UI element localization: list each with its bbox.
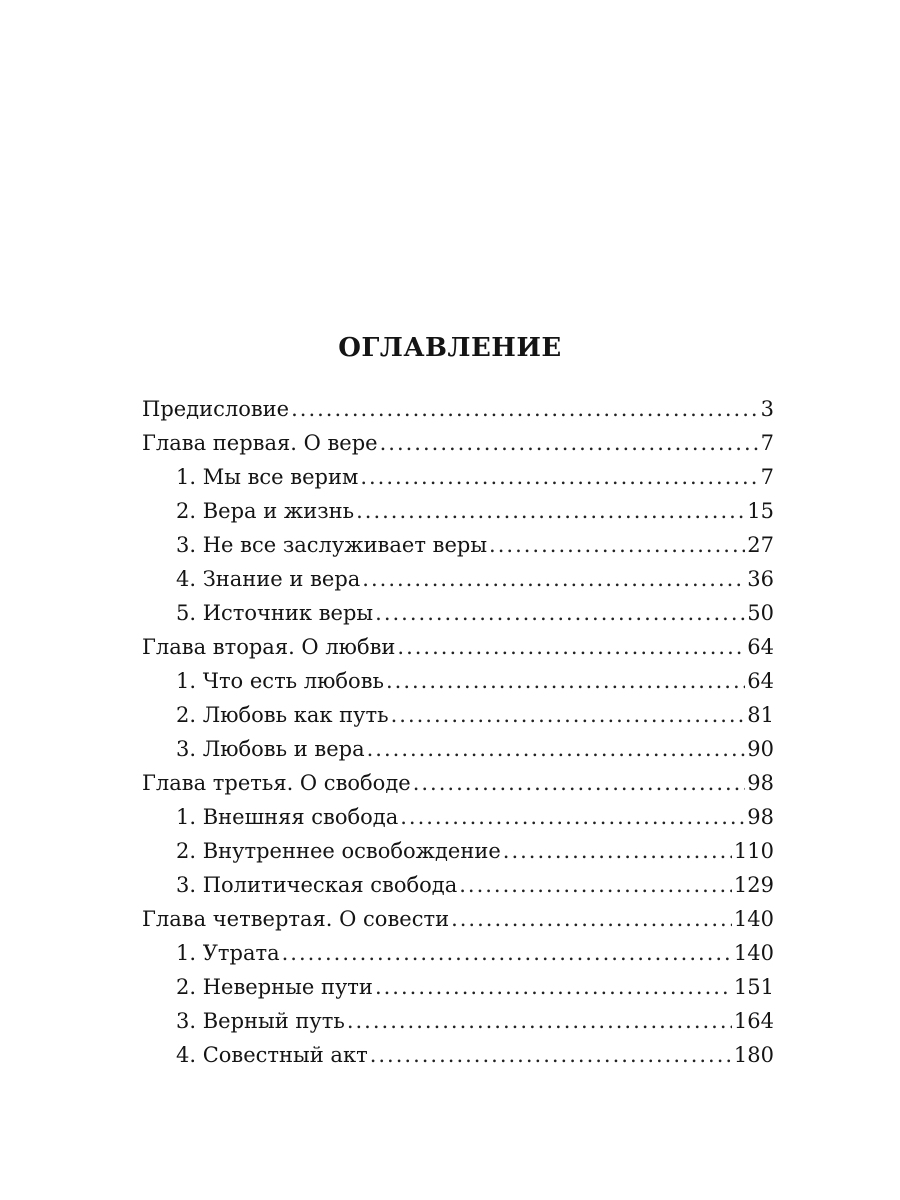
toc-entry-label: Глава четвертая. О совести (142, 907, 450, 931)
toc-section-entry[interactable] (142, 562, 774, 596)
toc-section-entry[interactable] (142, 528, 774, 562)
dot-leader (360, 460, 758, 494)
toc-entry-label: 3. Любовь и вера (176, 737, 365, 761)
toc-section-entry[interactable] (142, 800, 774, 834)
toc-page-number: 151 (733, 975, 774, 999)
dot-leader (451, 902, 732, 936)
toc-page-number: 98 (747, 771, 774, 795)
toc-section-entry[interactable] (142, 1004, 774, 1038)
dot-leader (489, 528, 745, 562)
toc-page-number: 64 (747, 669, 774, 693)
dot-leader (459, 868, 732, 902)
toc-page-number: 90 (747, 737, 774, 761)
dot-leader (282, 936, 732, 970)
toc-page-number: 180 (733, 1043, 774, 1067)
dot-leader (386, 664, 745, 698)
dot-leader (413, 766, 746, 800)
toc-entry-label: 4. Совестный акт (176, 1043, 368, 1067)
toc-entry-label: 2. Внутреннее освобождение (176, 839, 501, 863)
toc-entry-label: 1. Мы все верим (176, 465, 359, 489)
toc-entry-label: 2. Вера и жизнь (176, 499, 355, 523)
toc-title: ОГЛАВЛЕНИЕ (338, 333, 562, 363)
dot-leader (397, 630, 745, 664)
toc-page-number: 7 (760, 431, 774, 455)
dot-leader (356, 494, 745, 528)
toc-page-number: 7 (760, 465, 774, 489)
dot-leader (375, 596, 745, 630)
toc-entry-label: Глава вторая. О любви (142, 635, 396, 659)
toc-section-entry[interactable] (142, 732, 774, 766)
toc-chapter-entry[interactable] (142, 902, 774, 936)
dot-leader (347, 1004, 732, 1038)
toc-entry-label: Глава первая. О вере (142, 431, 378, 455)
toc-chapter-entry[interactable] (142, 426, 774, 460)
dot-leader (291, 392, 759, 426)
toc-page-number: 81 (747, 703, 774, 727)
table-of-contents (142, 392, 774, 1072)
toc-entry-label: 2. Любовь как путь (176, 703, 389, 727)
toc-page-number: 15 (747, 499, 774, 523)
toc-page-number: 64 (747, 635, 774, 659)
toc-page-number: 27 (747, 533, 774, 557)
dot-leader (362, 562, 745, 596)
toc-page-number: 110 (733, 839, 774, 863)
dot-leader (370, 1038, 732, 1072)
toc-page-number: 140 (733, 941, 774, 965)
toc-section-entry[interactable] (142, 664, 774, 698)
toc-section-entry[interactable] (142, 596, 774, 630)
dot-leader (375, 970, 732, 1004)
toc-section-entry[interactable] (142, 460, 774, 494)
toc-section-entry[interactable] (142, 936, 774, 970)
toc-entry-label: 4. Знание и вера (176, 567, 361, 591)
toc-entry-label: 3. Не все заслуживает веры (176, 533, 488, 557)
toc-entry-label: 1. Утрата (176, 941, 280, 965)
toc-section-entry[interactable] (142, 1038, 774, 1072)
toc-page-number: 3 (760, 397, 774, 421)
toc-chapter-entry[interactable] (142, 392, 774, 426)
toc-section-entry[interactable] (142, 494, 774, 528)
toc-page-number: 36 (747, 567, 774, 591)
dot-leader (391, 698, 746, 732)
toc-entry-label: 1. Внешняя свобода (176, 805, 399, 829)
dot-leader (503, 834, 732, 868)
toc-entry-label: Глава третья. О свободе (142, 771, 411, 795)
dot-leader (367, 732, 746, 766)
toc-entry-label: 1. Что есть любовь (176, 669, 384, 693)
toc-chapter-entry[interactable] (142, 766, 774, 800)
dot-leader (380, 426, 759, 460)
toc-entry-label: 3. Верный путь (176, 1009, 345, 1033)
toc-section-entry[interactable] (142, 868, 774, 902)
toc-page-number: 129 (733, 873, 774, 897)
toc-section-entry[interactable] (142, 970, 774, 1004)
toc-chapter-entry[interactable] (142, 630, 774, 664)
dot-leader (400, 800, 745, 834)
toc-entry-label: 3. Политическая свобода (176, 873, 458, 897)
toc-entry-label: Предисловие (142, 397, 290, 421)
toc-page-number: 140 (733, 907, 774, 931)
toc-page-number: 164 (733, 1009, 774, 1033)
toc-entry-label: 5. Источник веры (176, 601, 374, 625)
toc-page-number: 50 (747, 601, 774, 625)
toc-entry-label: 2. Неверные пути (176, 975, 373, 999)
toc-section-entry[interactable] (142, 834, 774, 868)
toc-page-number: 98 (747, 805, 774, 829)
toc-section-entry[interactable] (142, 698, 774, 732)
